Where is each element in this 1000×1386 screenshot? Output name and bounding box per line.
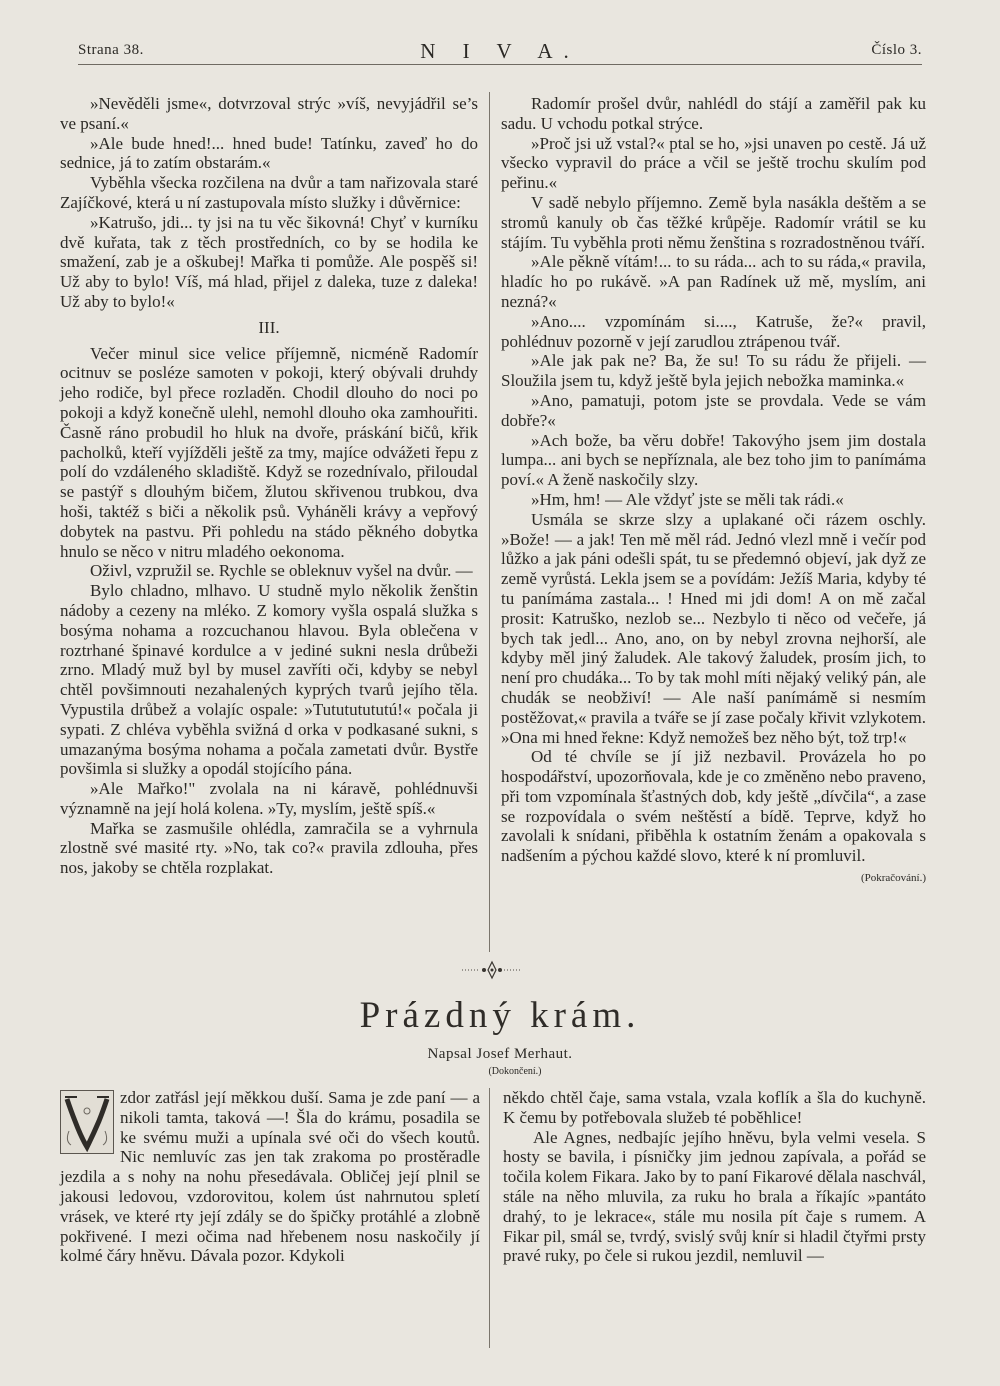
column-divider (489, 1088, 490, 1348)
story-title: Prázdný krám. (359, 995, 641, 1036)
paragraph-text: Od té chvíle se jí již nezbavil. Provázela ho po hospodářství, upozorňovala, kde je co změněno nebo praveno, při tom vzpomínala šťastných dob, kdy ještě „dívčila“, a zase se rozpovídala o svém neštěstí a bídě. Teprve, když ho zavolali k snídani, přiběhla k ostatním ženám a opakovala s nadšením a pýchou každé slovo, které k ní promluvil. (501, 747, 926, 866)
running-header (78, 40, 922, 65)
paragraph: Radomír prošel dvůr, nahlédl do stájí a zaměřil pak ku sadu. U vchodu potkal strýce. (501, 94, 926, 133)
chapter-heading: III. (258, 317, 280, 337)
story-paragraph: někdo chtěl čaje, sama vstala, vzala koflík a šla do kuchyně. K čemu by potřebovala služeb té poběhlice! (503, 1088, 926, 1127)
paragraph: »Ach bože, ba věru dobře! Takovýho jsem jim dostala lumpa... ani bych se nepříznala, ale bez toho jim to panímáma poví.« A ženě naskočily slzy. (501, 430, 926, 490)
paragraph: »Katrušo, jdi... ty jsi na tu věc šikovná! Chyť v kurníku dvě kuřata, tak z těch prostředních, co by se hodila ke smažení, zab je a oškubej! Mařka ti pomůže. Ale pospěš si! Už aby to bylo! Víš, má hlad, přijel z daleka, tuze z daleka! Už aby to bylo!« (60, 212, 478, 311)
paragraph: »Hm, hm! — Ale vždyť jste se měli tak rádi.« (531, 489, 844, 509)
continuation-note: (Pokračování.) (860, 872, 926, 885)
paragraph: »Ale Mařko!" zvolala na ni káravě, pohlédnuvši významně na její holá kolena. »Ty, myslím, ještě spíš.« (60, 779, 478, 818)
paragraph: »Nevěděli jsme«, dotvrzoval strýc »víš, nevyjádřil se’s ve psaní.« (60, 94, 478, 133)
story-paragraph: Ale Agnes, nedbajíc jejího hněvu, byla velmi vesela. S hosty se bavila, i písničky jim jednou zapívala, a pořád se točila kolem Fikara. Jako by to paní Fikarové dělala naschvál, stále na něho mluvila, za ruku ho brala a říkajíc »pantáto drahý, to je lekrace«, stále mu nosila pít čaje s rumem. A Fikar pil, smál se, tvrdý, svislý svůj knír si hladil čtyřmi prsty pravé ruky, po čele si rukou jezdil, nemluvil — (503, 1127, 926, 1266)
paragraph: Bylo chladno, mlhavo. U studně mylo několik ženštin nádoby a cezeny na mléko. Z komory vyšla ospalá služka s bosýma nohama a rozcuchanou hlavou. Byla oblečena v roztrhané špinavé kordulce a v jediné sukni nesla drůbeži zrno. Mladý muž byl by musel zavříti oči, kdyby se nebyl chtěl povšimnouti nezahalených kyprých tvarů jejího těla. Vypustila drůbež a volajíc ospale: »Tutututututú!« počala ji sypati. Z chléva vyběhla svižná d orka v podkasané sukni, s umazanýma bosýma nohama a počala zametati dvůr. Bystře povšimla si služky a opodál stojícího pána. (60, 581, 478, 779)
paragraph: Večer minul sice velice příjemně, nicméně Radomír ocitnuv se posléze samoten v pokoji, který obývali druhdy jeho rodiče, byl přece rozladěn. Chodil dlouho do noci po pokoji a když konečně ulehl, nemohl dlouho oka zamhouřiti. Časně ráno probudil ho hluk na dvoře, práskání bičů, křik pacholků, kteří vyjížděli ještě za tmy, majíce odvážeti řepu z polí do vzdáleného skladiště. Když se rozednívalo, přiloudal se pastýř s dlouhým bičem, žlutou skřivenou trubkou, dva hoši, taktéž s biči a několik psů. Vyháněli krávy a vepřový dobytek na pastvu. Při pohledu na stádo pěkného dobytka hnulo se něco v nitru mladého oekonoma. (60, 343, 478, 561)
paragraph: »Ale bude hned!... hned bude! Tatínku, zaveď ho do sednice, já to zatím obstarám.« (60, 133, 478, 173)
paragraph: »Proč jsi už vstal?« ptal se ho, »jsi unaven po cestě. Já už všecko vypravil do práce a včil se ještě trochu skulím pod peřinu.« (501, 133, 926, 193)
paragraph: »Ano.... vzpomínám si...., Katruše, že?« pravil, pohlédnuv pozorně v její zarudlou ztrápenou tvář. (501, 311, 926, 351)
paragraph: »Ano, pamatuji, potom jste se provdala. Vede se vám dobře?« (501, 390, 926, 430)
issue-number: Číslo 3. (871, 42, 922, 58)
paragraph (501, 747, 926, 885)
story-left-column (60, 1088, 480, 1266)
paragraph: Usmála se skrze slzy a uplakané oči rázem oschly. »Bože! — a jak! Ten mě měl rád. Jednó vlezl mně i večír pod lůžko a jak páni odešli spát, tu se předemnó objeví, jak dyž ze země vyrůstá. Lekla jsem se a povídám: Ježíš Maria, kdyby té tu panímáma zastala... ! Hned mi jdi dom! A on mě začal prosit: Katruško, nezlob se... Nezbylo ti něco od večeře, já bych tak jedl... Ano, ano, on by nebyl zrovna nejhorší, ale kdyby měl jiný žaludek. Ale takový žaludek, prosím jich, to není pro chudáka... To by tak mohl míti nějaký veliký pán, ale chudák se neobživí! — Ale naší panímámě si nesmím postěžovat,« pravila a tváře se jí zase počaly křivit vzlykotem. »Ona mi hned řekne: Když nemožeš bez něho být, tož trp!« (501, 509, 926, 747)
ornate-initial-v-icon (60, 1090, 114, 1154)
left-column (60, 94, 478, 878)
paragraph: V sadě nebylo příjemno. Země byla nasákla deštěm a se stromů kanuly ob čas těžké krůpěje. Radomír vrátil se ku stájím. Tu vyběhla proti němu ženština s rozradostněnou tváří. (501, 192, 926, 252)
conclusion-note: (Dokončení.) (488, 1066, 542, 1077)
paragraph: Vyběhla všecka rozčilena na dvůr a tam nařizovala staré Zajíčkové, která u ní zastupovala místo služky i důvěrnice: (60, 173, 478, 212)
story-paragraph: zdor zatřásl její měkkou duší. Sama je zde paní — a nikoli tamta, taková —! Šla do krámu, posadila se ke svému muži a upínala své oči do všech koutů. Nic nemluvíc zas jen tak zrakoma po prostěradle jezdila a s nohy na nohu přesedávala. Obličej její plnil se jakousi ledovou, vzdorovitou, kolem úst nahrnutou spletí vrásek, ve které rty její zdály se do špičky protáhlé a zlobně pokřivené. I mezi očima nad hřebenem nosu naskočily jí kolmé čáry hněvu. Dávala pozor. Kdykoli (60, 1088, 480, 1266)
fleuron-ornament-icon (462, 958, 522, 982)
magazine-title: N I V A. (420, 39, 580, 63)
column-divider (489, 92, 490, 952)
paragraph: »Ale jak pak ne? Ba, že su! To su rádu že přijeli. — Sloužila jsem tu, když ještě byla jejich nebožka maminka.« (501, 351, 926, 391)
right-column (501, 94, 926, 889)
paragraph: »Ale pěkně vítám!... to su ráda... ach to su ráda,« pravila, hladíc ho po rukávě. »A pan Radínek už mě, myslím, ani nezná?« (501, 252, 926, 311)
author-line: Napsal Josef Merhaut. (427, 1046, 573, 1062)
paragraph: Mařka se zasmušile ohlédla, zamračila se a vyhrnula zlostně své masité rty. »No, tak co?« pravila zdlouha, přes nos, jakoby se chtěla rozplakat. (60, 818, 478, 878)
paragraph: Oživl, vzpružil se. Rychle se obleknuv vyšel na dvůr. — (90, 561, 473, 581)
story-right-column (503, 1088, 926, 1266)
page-number: Strana 38. (78, 42, 144, 58)
